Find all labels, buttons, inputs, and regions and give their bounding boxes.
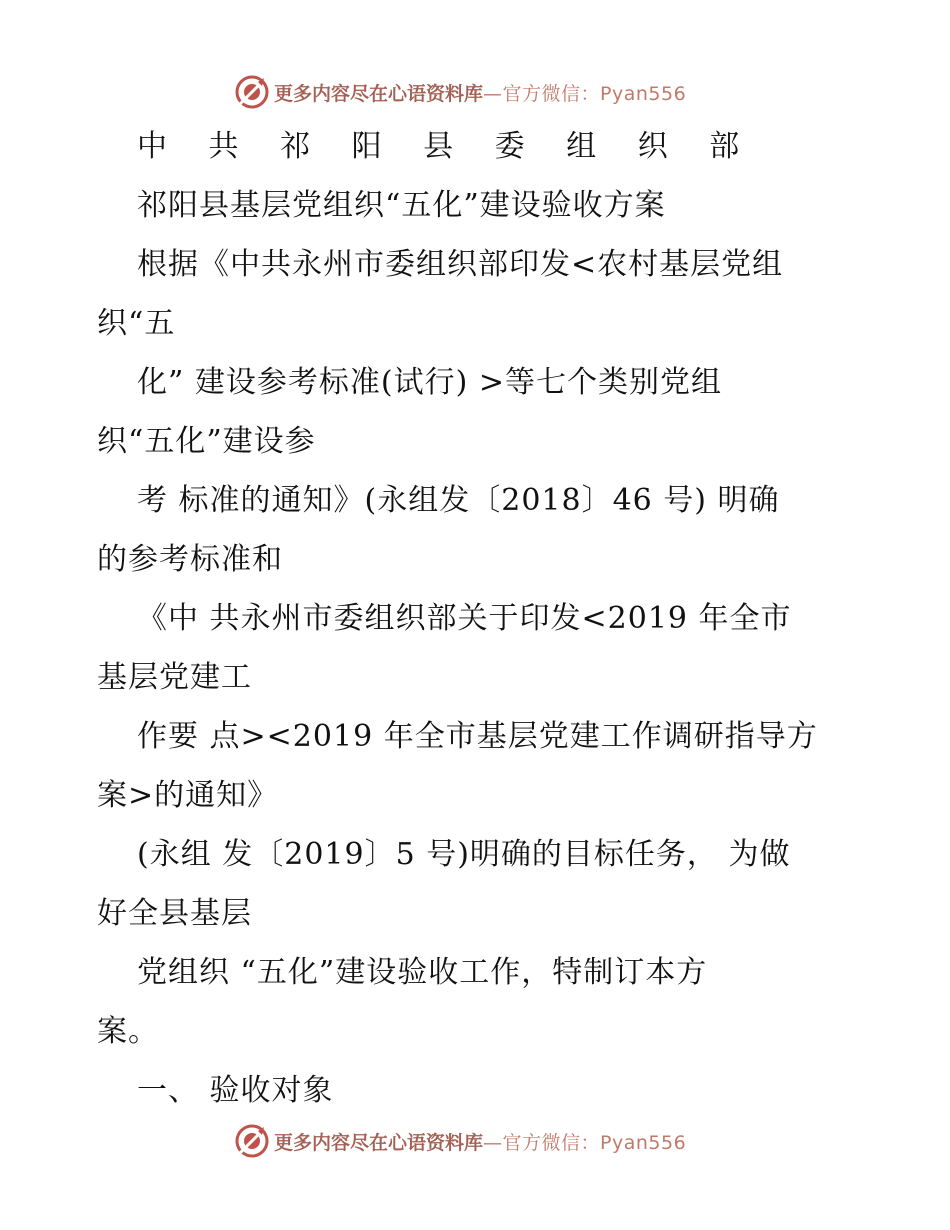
paragraph-line: 根据《中共永州市委组织部印发<农村基层党组 — [137, 247, 784, 282]
watermark-brand: 更多内容尽在心语资料库 — [274, 1131, 484, 1154]
watermark-contact: —官方微信：Pyan556 — [483, 82, 687, 105]
watermark-brand: 更多内容尽在心语资料库 — [274, 82, 484, 105]
paragraph-line: 好全县基层 — [97, 896, 252, 931]
watermark-footer — [234, 1121, 686, 1161]
paragraph-line: 案。 — [97, 1014, 159, 1049]
paragraph-line: 基层党建工 — [97, 660, 252, 695]
watermark-contact: —官方微信：Pyan556 — [483, 1131, 687, 1154]
paragraph-line: 案>的通知》 — [97, 778, 279, 813]
paragraph-line: (永组 发〔2019〕5 号)明确的目标任务， 为做 — [137, 837, 791, 872]
paragraph-line: 的参考标准和 — [97, 542, 283, 577]
paragraph-line: 作要 点><2019 年全市基层党建工作调研指导方 — [137, 719, 818, 754]
pen-seal-logo-icon — [234, 1123, 270, 1159]
paragraph-line: 化” 建设参考标准(试行) >等七个类别党组 — [137, 365, 722, 400]
paragraph-line: 《中 共永州市委组织部关于印发<2019 年全市 — [137, 601, 792, 636]
paragraph-line: 织“五化”建设参 — [97, 424, 316, 459]
document-title: 祁阳县基层党组织“五化”建设验收方案 — [137, 188, 666, 223]
paragraph-line: 织“五 — [97, 306, 176, 341]
paragraph-line: 考 标准的通知》(永组发〔2018〕46 号) 明确 — [137, 483, 780, 518]
section-heading: 一、 验收对象 — [137, 1073, 334, 1108]
paragraph-line: 党组织 “五化”建设验收工作，特制订本方 — [137, 955, 708, 990]
org-header: 中 共 祁 阳 县 委 组 织 部 — [137, 129, 756, 164]
